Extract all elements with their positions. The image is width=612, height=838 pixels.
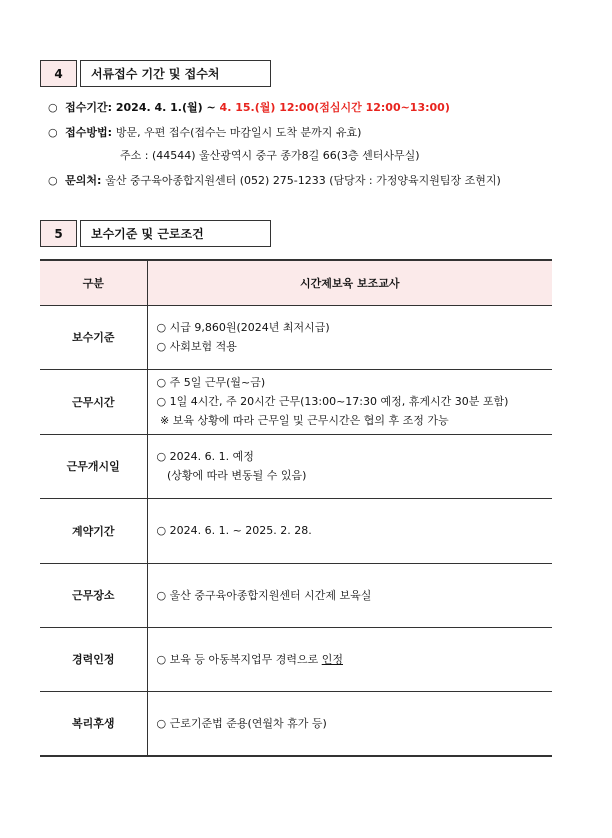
table-row	[40, 498, 552, 563]
conditions-table	[40, 259, 552, 757]
address-line: 주소 : (44544) 울산광역시 중구 종가8길 66(3층 센터사무실)	[120, 149, 420, 162]
underlined-word: 인정	[321, 652, 343, 666]
period-label: 접수기간	[65, 101, 108, 114]
table-header-row	[40, 260, 552, 305]
contact-line: ○ 문의처: 울산 중구육아종합지원센터 (052) 275-1233 (담당자 : 가정양육지원팀장 조현지)	[48, 174, 501, 187]
method-value: 방문, 우편 접수(접수는 마감일시 도착 분까지 유효)	[115, 126, 362, 139]
row-value: ○ 울산 중구육아종합지원센터 시간제 보육실	[147, 563, 552, 627]
section-5-header	[40, 220, 271, 247]
row-value: ○ 주 5일 근무(월~금) ○ 1일 4시간, 주 20시간 근무(13:00~17:30 예정, 휴게시간 30분 포함) ※ 보육 상황에 따라 근무일 및 근무시간은 협의 후 조정 가능	[147, 369, 552, 434]
table-row	[40, 563, 552, 627]
header-category: 구분	[40, 260, 147, 305]
table-row	[40, 369, 552, 434]
section-4-header	[40, 60, 271, 87]
circle-bullet-icon: ○	[48, 126, 58, 139]
method-line: ○ 접수방법: 방문, 우편 접수(접수는 마감일시 도착 분까지 유효)	[48, 126, 362, 139]
contact-value: 울산 중구육아종합지원센터 (052) 275-1233 (담당자 : 가정양육지원팀장 조현지)	[105, 174, 501, 187]
table-row	[40, 434, 552, 498]
table-row	[40, 627, 552, 691]
period-end: 4. 15.(월) 12:00(점심시간 12:00~13:00)	[219, 101, 450, 114]
method-label: 접수방법	[65, 126, 108, 139]
row-label: 근무장소	[40, 563, 147, 627]
row-label: 보수기준	[40, 305, 147, 369]
row-value: ○ 보육 등 아동복지업무 경력으로 인정	[147, 627, 552, 691]
row-label: 계약기간	[40, 498, 147, 563]
period-line: ○ 접수기간: 2024. 4. 1.(월) ~ 4. 15.(월) 12:00(점심시간 12:00~13:00)	[48, 101, 450, 114]
row-label: 경력인정	[40, 627, 147, 691]
row-value: ○ 2024. 6. 1. ~ 2025. 2. 28.	[147, 498, 552, 563]
header-position: 시간제보육 보조교사	[147, 260, 552, 305]
section-5-title: 보수기준 및 근로조건	[80, 220, 271, 247]
section-4-title: 서류접수 기간 및 접수처	[80, 60, 271, 87]
row-label: 복리후생	[40, 691, 147, 756]
contact-label: 문의처	[65, 174, 97, 187]
section-5-number: 5	[40, 220, 77, 247]
section-4-number: 4	[40, 60, 77, 87]
row-label: 근무개시일	[40, 434, 147, 498]
circle-bullet-icon: ○	[48, 101, 58, 114]
row-label: 근무시간	[40, 369, 147, 434]
circle-bullet-icon: ○	[48, 174, 58, 187]
period-start: 2024. 4. 1.(월) ~	[115, 101, 220, 114]
table-row	[40, 305, 552, 369]
row-value: ○ 근로기준법 준용(연월차 휴가 등)	[147, 691, 552, 756]
table-row	[40, 691, 552, 756]
row-value: ○ 2024. 6. 1. 예정 (상황에 따라 변동될 수 있음)	[147, 434, 552, 498]
row-value: ○ 시급 9,860원(2024년 최저시급) ○ 사회보험 적용	[147, 305, 552, 369]
